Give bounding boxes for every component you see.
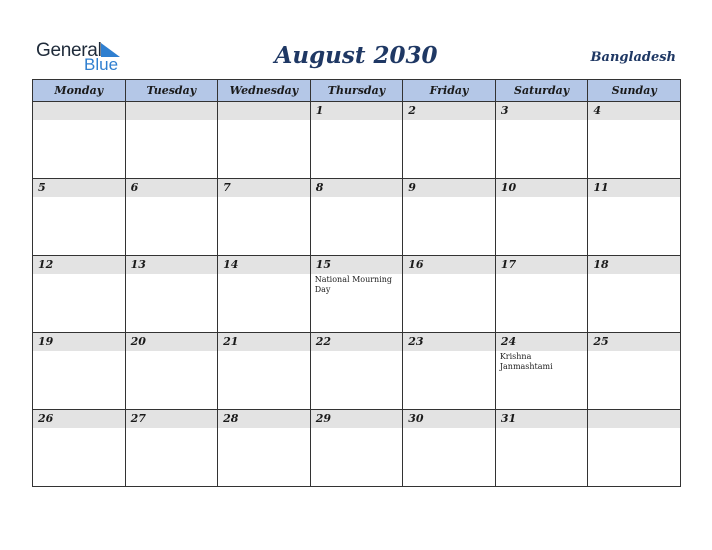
day-cell: [588, 102, 681, 179]
day-number: 31: [496, 410, 588, 428]
weekday-header-monday: Monday: [33, 80, 126, 102]
day-number: 5: [33, 179, 125, 197]
weekday-header-row: [33, 80, 681, 102]
day-number: 4: [588, 102, 680, 120]
day-number: 8: [311, 179, 403, 197]
day-number: 17: [496, 256, 588, 274]
day-cell: [495, 410, 588, 487]
week-row: [33, 102, 681, 179]
day-number: 26: [33, 410, 125, 428]
empty-day-cell: [125, 102, 218, 179]
empty-day-cell: [588, 410, 681, 487]
day-cell: [310, 179, 403, 256]
day-number: 3: [496, 102, 588, 120]
logo-text-blue: Blue: [84, 55, 119, 74]
holiday-label: Krishna Janmashtami: [499, 352, 553, 371]
day-cell: [310, 333, 403, 410]
day-cell: [33, 410, 126, 487]
day-number: [33, 102, 125, 120]
day-number: 28: [218, 410, 310, 428]
week-row: [33, 333, 681, 410]
day-cell: [33, 333, 126, 410]
day-cell: [403, 256, 496, 333]
day-cell: [125, 179, 218, 256]
calendar-body: [33, 102, 681, 487]
calendar-grid: [32, 79, 681, 487]
weekday-header-tuesday: Tuesday: [125, 80, 218, 102]
day-cell: [33, 179, 126, 256]
logo-text-general: General: [36, 40, 102, 61]
day-number: 1: [311, 102, 403, 120]
day-cell: [310, 410, 403, 487]
day-cell: [218, 179, 311, 256]
empty-day-cell: [218, 102, 311, 179]
day-number: 24: [496, 333, 588, 351]
week-row: [33, 179, 681, 256]
day-cell: [403, 333, 496, 410]
day-cell: [125, 333, 218, 410]
day-number: 21: [218, 333, 310, 351]
day-cell: [588, 179, 681, 256]
empty-day-cell: [33, 102, 126, 179]
day-number: [218, 102, 310, 120]
day-number: 20: [126, 333, 218, 351]
day-cell: [33, 256, 126, 333]
day-cell: [495, 256, 588, 333]
day-number: 27: [126, 410, 218, 428]
day-number: [588, 410, 680, 428]
page-title: August 2030: [274, 42, 438, 69]
day-number: 7: [218, 179, 310, 197]
day-number: 14: [218, 256, 310, 274]
day-number: 9: [403, 179, 495, 197]
day-number: 22: [311, 333, 403, 351]
day-number: 25: [588, 333, 680, 351]
weekday-header-saturday: Saturday: [495, 80, 588, 102]
day-number: 11: [588, 179, 680, 197]
weekday-header-thursday: Thursday: [310, 80, 403, 102]
day-number: 15: [311, 256, 403, 274]
day-cell: [218, 333, 311, 410]
day-cell: [495, 333, 588, 410]
day-number: 16: [403, 256, 495, 274]
day-number: 2: [403, 102, 495, 120]
day-number: 30: [403, 410, 495, 428]
day-number: 18: [588, 256, 680, 274]
day-cell: [218, 256, 311, 333]
day-cell: [495, 179, 588, 256]
day-number: [126, 102, 218, 120]
day-number: 10: [496, 179, 588, 197]
day-number: 29: [311, 410, 403, 428]
day-cell: [495, 102, 588, 179]
day-number: 19: [33, 333, 125, 351]
day-number: 12: [33, 256, 125, 274]
day-cell: [588, 333, 681, 410]
day-cell: [310, 102, 403, 179]
day-cell: [125, 410, 218, 487]
generalblue-logo: [36, 40, 136, 74]
day-cell: [218, 410, 311, 487]
day-cell: [310, 256, 403, 333]
day-cell: [403, 102, 496, 179]
weekday-header-friday: Friday: [403, 80, 496, 102]
day-cell: [403, 410, 496, 487]
week-row: [33, 410, 681, 487]
country-label: Bangladesh: [590, 50, 676, 65]
day-number: 6: [126, 179, 218, 197]
day-cell: [588, 256, 681, 333]
day-cell: [125, 256, 218, 333]
day-cell: [403, 179, 496, 256]
holiday-label: National Mourning Day: [314, 275, 393, 294]
weekday-header-wednesday: Wednesday: [218, 80, 311, 102]
day-number: 23: [403, 333, 495, 351]
day-number: 13: [126, 256, 218, 274]
weekday-header-sunday: Sunday: [588, 80, 681, 102]
week-row: [33, 256, 681, 333]
